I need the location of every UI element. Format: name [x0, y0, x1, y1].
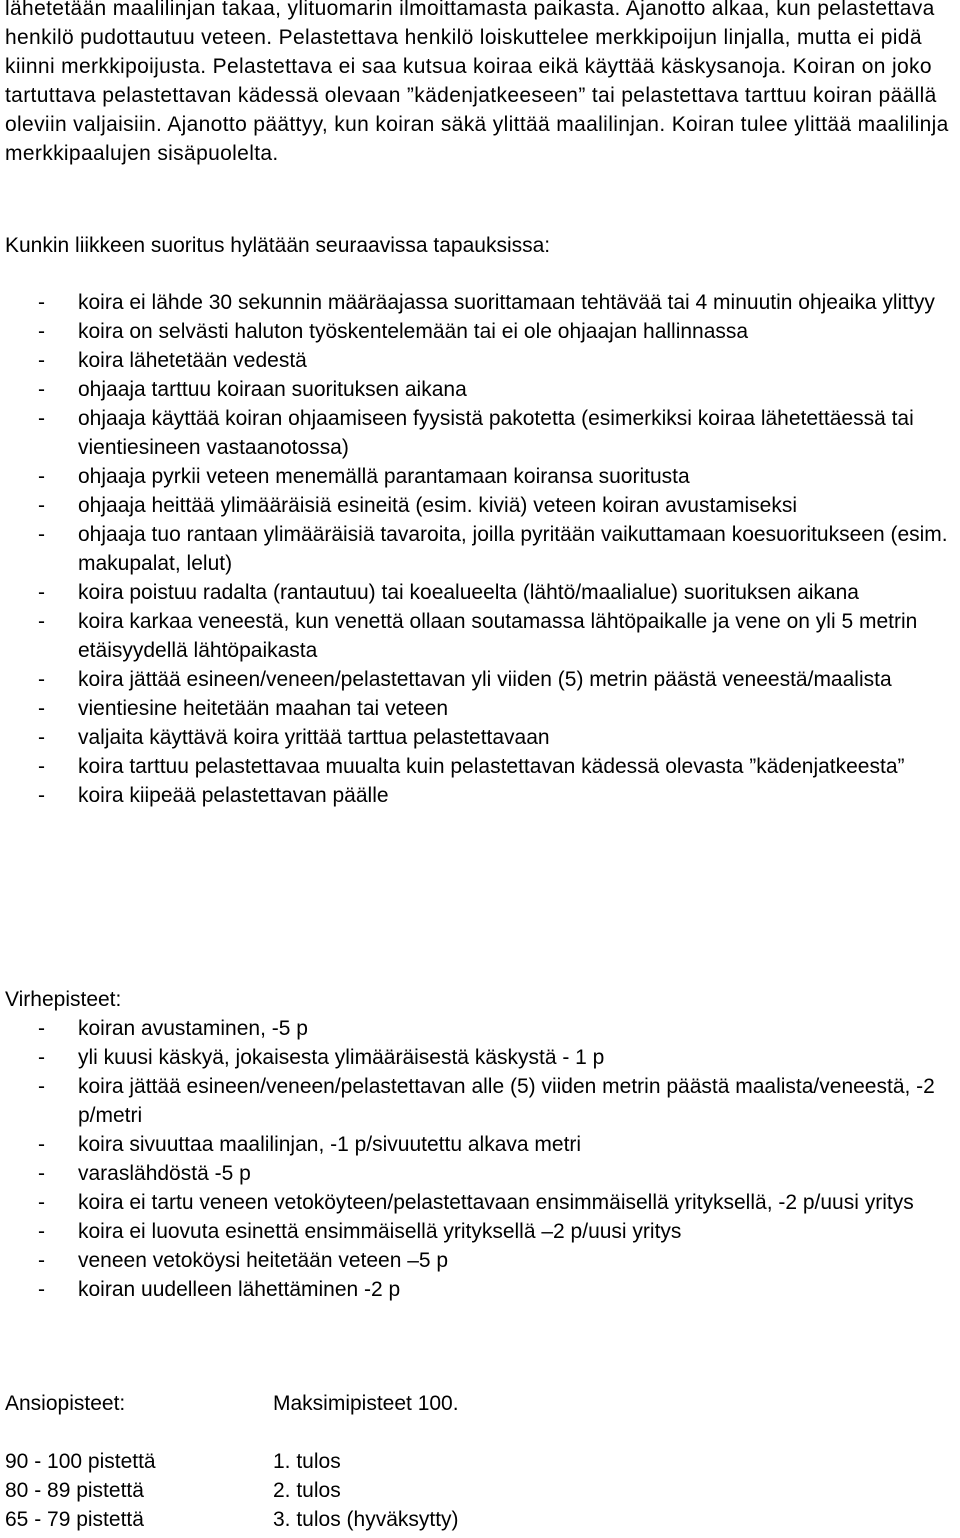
list-dash: -: [38, 610, 45, 633]
list-item: [5, 520, 955, 578]
scoring-spacer: [5, 1418, 605, 1447]
list-item: [5, 578, 955, 607]
list-dash: -: [38, 1162, 45, 1185]
list-item-text: koira poistuu radalta (rantautuu) tai koealueelta (lähtö/maalialue) suorituksen aikana: [78, 581, 859, 604]
list-item: [5, 1217, 955, 1246]
list-item: [5, 1072, 955, 1130]
list-dash: -: [38, 1191, 45, 1214]
list-item: [5, 665, 955, 694]
list-dash: -: [38, 1133, 45, 1156]
list-item-text: varaslähdöstä -5 p: [78, 1162, 251, 1185]
list-dash: -: [38, 726, 45, 749]
scoring-result: 2. tulos: [273, 1479, 341, 1502]
list-item-text: koira lähetetään vedestä: [78, 349, 307, 372]
list-dash: -: [38, 407, 45, 430]
scoring-result: 1. tulos: [273, 1450, 341, 1473]
scoring-result: 3. tulos (hyväksytty): [273, 1508, 459, 1531]
list-item: [5, 1246, 955, 1275]
list-dash: -: [38, 1220, 45, 1243]
list-item-text: ohjaaja tarttuu koiraan suorituksen aikana: [78, 378, 467, 401]
list-item: [5, 1188, 955, 1217]
list-dash: -: [38, 465, 45, 488]
list-dash: -: [38, 1278, 45, 1301]
list-dash: -: [38, 378, 45, 401]
list-item-text: koira on selvästi haluton työskentelemään tai ei ole ohjaajan hallinnassa: [78, 320, 749, 343]
list-item-text: veneen vetoköysi heitetään veteen –5 p: [78, 1249, 449, 1272]
list-item: [5, 346, 955, 375]
list-item: [5, 752, 955, 781]
list-dash: -: [38, 668, 45, 691]
scoring-row: [5, 1447, 605, 1476]
list-item-text: koira jättää esineen/veneen/pelastettavan yli viiden (5) metrin päästä veneestä/maalista: [78, 668, 892, 691]
list-item-text: koira jättää esineen/veneen/pelastettavan alle (5) viiden metrin päästä maalista/veneestä, -2 p/metri: [78, 1075, 935, 1127]
list-item: [5, 694, 955, 723]
list-item-text: koira karkaa veneestä, kun venettä ollaan soutamassa lähtöpaikalle ja vene on yli 5 metrin etäisyydellä lähtöpaikasta: [78, 610, 918, 662]
scoring-max: Maksimipisteet 100.: [273, 1392, 459, 1415]
scoring-range: 65 - 79 pistettä: [5, 1508, 144, 1531]
list-item-text: vientiesine heitetään maahan tai veteen: [78, 697, 449, 720]
list-item-text: ohjaaja heittää ylimääräisiä esineitä (esim. kiviä) veteen koiran avustamiseksi: [78, 494, 797, 517]
list-item: [5, 723, 955, 752]
intro-paragraph: [5, 0, 955, 168]
list-item-text: koira ei lähde 30 sekunnin määräajassa suorittamaan tehtävää tai 4 minuutin ohjeaika ylittyy: [78, 291, 935, 314]
list-item-text: koira ei luovuta esinettä ensimmäisellä yrityksellä –2 p/uusi yritys: [78, 1220, 682, 1243]
list-item: [5, 1130, 955, 1159]
scoring-header-row: [5, 1389, 605, 1418]
list-item: [5, 375, 955, 404]
disqualification-heading: Kunkin liikkeen suoritus hylätään seuraavissa tapauksissa:: [5, 234, 551, 257]
list-item: [5, 404, 955, 462]
list-item: [5, 1159, 955, 1188]
list-item: [5, 607, 955, 665]
scoring-row: [5, 1505, 605, 1534]
list-item-text: ohjaaja pyrkii veteen menemällä parantamaan koiransa suoritusta: [78, 465, 690, 488]
list-dash: -: [38, 1046, 45, 1069]
list-dash: -: [38, 291, 45, 314]
list-dash: -: [38, 581, 45, 604]
list-item: [5, 288, 955, 317]
list-item: [5, 1043, 955, 1072]
scoring-row: [5, 1476, 605, 1505]
list-item-text: koira kiipeää pelastettavan päälle: [78, 784, 389, 807]
list-item-text: koiran uudelleen lähettäminen -2 p: [78, 1278, 401, 1301]
list-dash: -: [38, 320, 45, 343]
disqualification-list: [5, 288, 955, 810]
list-item-text: koiran avustaminen, -5 p: [78, 1017, 308, 1040]
penalties-heading: Virhepisteet:: [5, 988, 122, 1011]
list-dash: -: [38, 697, 45, 720]
list-dash: -: [38, 755, 45, 778]
list-item: [5, 491, 955, 520]
scoring-section: [5, 1389, 605, 1534]
list-item-text: ohjaaja tuo rantaan ylimääräisiä tavaroita, joilla pyritään vaikuttamaan koesuoritukseen (esim. makupalat, lelut): [78, 523, 948, 575]
list-item-text: koira tarttuu pelastettavaa muualta kuin pelastettavan kädessä olevasta ”kädenjatkeesta”: [78, 755, 905, 778]
list-item-text: ohjaaja käyttää koiran ohjaamiseen fyysistä pakotetta (esimerkiksi koiraa lähetettäessä tai vientiesineen vastaanotossa): [78, 407, 914, 459]
list-dash: -: [38, 1075, 45, 1098]
list-dash: -: [38, 349, 45, 372]
scoring-range: 90 - 100 pistettä: [5, 1450, 156, 1473]
list-item: [5, 317, 955, 346]
list-item: [5, 462, 955, 491]
scoring-label: Ansiopisteet:: [5, 1392, 126, 1415]
scoring-range: 80 - 89 pistettä: [5, 1479, 144, 1502]
intro-text: lähetetään maalilinjan takaa, ylituomarin ilmoittamasta paikasta. Ajanotto alkaa, kun pelastettava henkilö pudottautuu veteen. Pelastettava henkilö loiskuttelee merkkipoijun linjalla, mutta ei pidä kiinni merkkipoijusta. Pelastettava ei saa kutsua koiraa eikä käyttää käskysanoja. Koiran on joko tartuttava pelastettavan kädessä olevaan ”kädenjatkeeseen” tai pelastettava tarttuu koiran päällä oleviin valjaisiin. Ajanotto päättyy, kun koiran säkä ylittää maalilinjan. Koiran tulee ylittää maalilinja merkkipaalujen sisäpuolelta.: [5, 0, 949, 165]
list-item-text: koira ei tartu veneen vetoköyteen/pelastettavaan ensimmäisellä yrityksellä, -2 p/uusi yritys: [78, 1191, 914, 1214]
list-item: [5, 781, 955, 810]
list-dash: -: [38, 784, 45, 807]
list-dash: -: [38, 1017, 45, 1040]
list-item-text: yli kuusi käskyä, jokaisesta ylimääräisestä käskystä - 1 p: [78, 1046, 605, 1069]
list-item: [5, 1275, 955, 1304]
list-item-text: koira sivuuttaa maalilinjan, -1 p/sivuutettu alkava metri: [78, 1133, 582, 1156]
penalties-list: [5, 1014, 955, 1304]
list-dash: -: [38, 523, 45, 546]
list-dash: -: [38, 494, 45, 517]
list-dash: -: [38, 1249, 45, 1272]
list-item: [5, 1014, 955, 1043]
list-item-text: valjaita käyttävä koira yrittää tarttua pelastettavaan: [78, 726, 550, 749]
